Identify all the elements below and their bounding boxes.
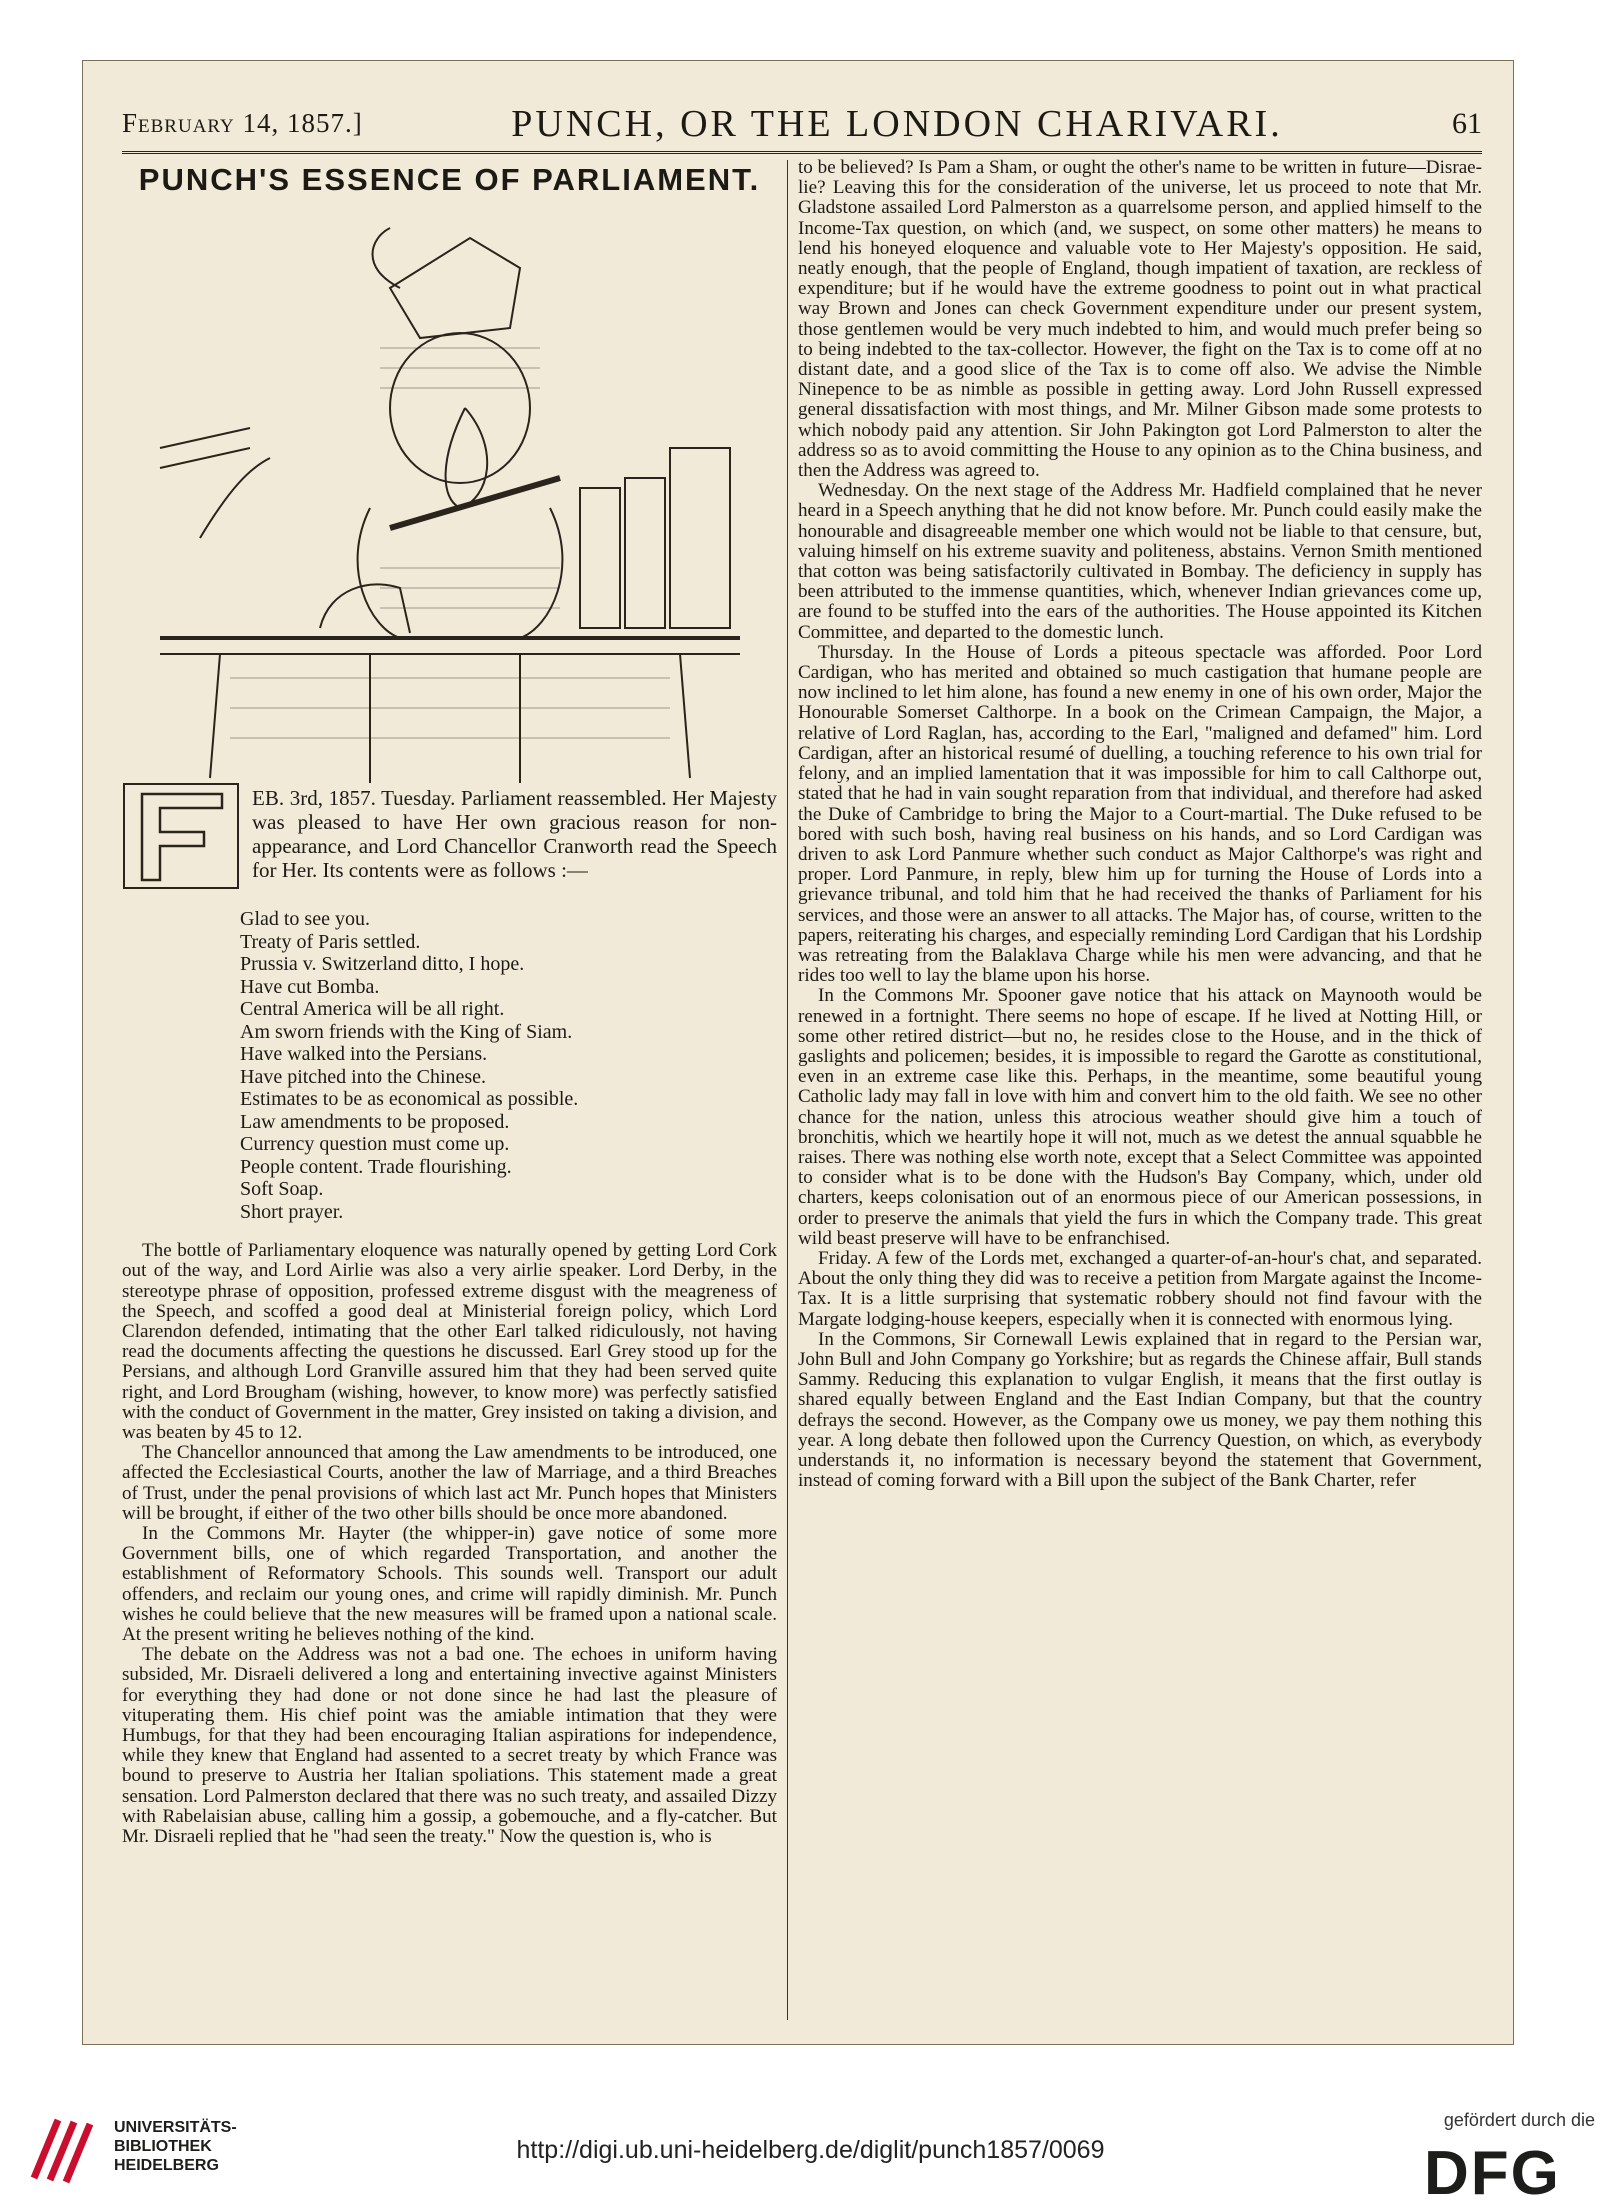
speech-line: People content. Trade flourishing.	[240, 1155, 512, 1178]
body-paragraph: The debate on the Address was not a bad one. The echoes in uniform having subsided, Mr. Disraeli delivered a long and entertaining invective against Ministers for everything they had done or not done since he had last the pleasure of vituperating them. His chief point was the amiable intimation that they were Humbugs, for that they had been encouraging Italian aspirations for independence, while they knew that England had assented to a secret treaty by which France was bound to preserve to Austria her Italian spoliations. This statement made a great sensation. Lord Palmerston declared that there was no such treaty, and assailed Dizzy with Rabelaisian abuse, calling him a gossip, a gobemouche, and a fly-catcher. But Mr. Disraeli replied that he "had seen the treaty." Now the question is, who is	[122, 1644, 777, 1848]
institution-name: UNIVERSITÄTS- BIBLIOTHEK HEIDELBERG	[114, 2119, 237, 2174]
speech-line: Currency question must come up.	[240, 1133, 510, 1156]
body-paragraph: Friday. A few of the Lords met, exchanged a quarter-of-an-hour's chat, and separated. About the only thing they did was to receive a petition from Margate against the Income-Tax. It is a little surprising that systematic robbery should not find favour with the Margate lodging-house keepers, especially when it is connected with enormous lying.	[798, 1247, 1482, 1330]
body-paragraph: In the Commons Mr. Hayter (the whipper-in) gave notice of some more Government bills, one of which regarded Transportation, and another the establishment of Reformatory Schools. This sounds well. Transport our adult offenders, and reclaim our young ones, and crime will rapidly diminish. Mr. Punch wishes he could believe that the new measures will be framed upon a national scale. At the present writing he believes nothing of the kind.	[122, 1523, 777, 1646]
publication-title: PUNCH, OR THE LONDON CHARIVARI.	[511, 102, 1283, 145]
punch-writing-illustration	[140, 208, 760, 798]
speech-line: Central America will be all right.	[240, 998, 505, 1021]
body-paragraph: The bottle of Parliamentary eloquence was naturally opened by getting Lord Cork out of the way, and Lord Airlie was also a very airlie speaker. Lord Derby, in the stereotype phrase of opposition, professed extreme disgust with the meagreness of the Speech, and scoffed a good deal at Ministerial foreign policy, which Lord Clarendon defended, intimating that the other Earl talked ridiculously, not having read the documents affecting the questions he discussed. Earl Grey stood up for the Persians, and although Lord Granville assured him that they had been served quite right, and Lord Brougham (wishing, however, to know more) was perfectly satisfied with the conduct of Government in the matter, Grey insisted on taking a division, and was beaten by 45 to 12.	[122, 1240, 777, 1444]
drop-cap-f-icon	[122, 782, 240, 890]
dfg-logo-icon	[1424, 2140, 1599, 2198]
queens-speech-list	[240, 908, 777, 1223]
opening-paragraph: EB. 3rd, 1857. Tuesday. Parliament reassembled. Her Majesty was pleased to have Her own gracious reason for non-appearance, and Lord Chancellor Cranworth read the Speech for Her. Its contents were as follows :—	[252, 786, 777, 883]
speech-line: Have walked into the Persians.	[240, 1043, 488, 1066]
speech-line: Law amendments to be proposed.	[240, 1110, 510, 1133]
column-divider	[787, 160, 788, 2020]
dfg-letters: DFG	[1424, 2140, 1561, 2198]
digitization-url-link[interactable]: http://digi.ub.uni-heidelberg.de/diglit/punch1857/0069	[516, 2136, 1105, 2164]
page-number: 61	[1452, 106, 1482, 140]
body-paragraph: The Chancellor announced that among the Law amendments to be introduced, one affected the Ecclesiastical Courts, another the law of Marriage, and a third Breaches of Trust, under the penal provisions of which last act Mr. Punch hopes that Ministers will be brought, if either of the two other bills should be once more abandoned.	[122, 1442, 777, 1524]
speech-line: Short prayer.	[240, 1200, 344, 1223]
speech-line: Have pitched into the Chinese.	[240, 1065, 487, 1088]
issue-date: February 14, 1857.]	[122, 108, 363, 138]
body-paragraph: In the Commons Mr. Spooner gave notice that his attack on Maynooth would be renewed in a fortnight. There seems no hope of escape. If he lived at Notting Hill, or some other retired district—but no, he resides close to the House, and in the thick of gaslights and policemen; besides, it is impossible to regard the Garotte as constitutional, even in an extreme case like this. Perhaps, in the meantime, some beautiful young Catholic lady may fall in love with him and convert him to the old faith. We see no other chance for the nation, unless this atrocious weather should give him a touch of bronchitis, which we heartily hope it will not, much as we detest the annual squabble he raises. There was nothing else worth note, except that a Select Committee was appointed to consider what is to be done with the Hudson's Bay Company, which, under old charters, keeps colonisation out of an enormous piece of our American possessions, in order to preserve the animals that yield the furs in which the Company trade. This great wild beast preserve will have to be enfranchised.	[798, 985, 1482, 1249]
body-paragraph: Thursday. In the House of Lords a piteous spectacle was afforded. Poor Lord Cardigan, who has merited and obtained so much castigation that humane people are now inclined to let him alone, has found a new enemy in one of his own order, Major the Honourable Somerset Calthorpe. In a book on the Crimean Campaign, the Major, a relative of Lord Raglan, has, according to the Earl, "maligned and defamed" him. Lord Cardigan, after an historical resumé of duelling, a touching reference to his own trial for felony, and an implied lamentation that it was impossible for him to call Calthorpe out, stated that he had in vain sought reparation from that individual, and therefore had asked the Duke of Cambridge to bring the Major to a Court-martial. The Duke refused to be bored with such bosh, having real business on his hands, and so Lord Cardigan was driven to ask Lord Panmure whether such conduct as Major Calthorpe's was right and proper. Lord Panmure, in reply, blew him up for turning the House of Lords into a grievance tribunal, and told him that he had received the thanks of Parliament for his services, and those were an answer to all attacks. The Major has, of course, written to the papers, reiterating his charges, and especially reminding Lord Cardigan that his Lordship was retreating from the Balaklava Charge while his men were advancing, and that he rides too well to lay the blame upon his horse.	[798, 641, 1482, 987]
running-head	[122, 96, 1482, 154]
speech-line: Soft Soap.	[240, 1178, 324, 1201]
speech-line: Glad to see you.	[240, 908, 370, 931]
right-column	[798, 158, 1482, 2028]
speech-line: Have cut Bomba.	[240, 975, 380, 998]
body-paragraph: to be believed? Is Pam a Sham, or ought the other's name to be written in future—Disrae-lie? Leaving this for the consideration of the universe, let us proceed to note that Mr. Gladstone assailed Lord Palmerston as a quarrelsome person, and applied himself to the Income-Tax question, on which (and, we suspect, on some other matters) he means to lend his honeyed eloquence and valuable vote to Her Majesty's opposition. He said, neatly enough, that the people of England, though impatient of taxation, are reckless of expenditure; but if he would have the extreme goodness to point out in what practical way Brown and Jones can check Government expenditure under our present system, those gentlemen would be very much indebted to him, and would much prefer being so to being indebted to the tax-collector. However, the fight on the Tax is to come off at no distant date, and a good slice of the Tax is to come off also. We advise the Nimble Ninepence to be as nimble as possible in getting away. Lord John Russell expressed general dissatisfaction with most things, and Mr. Milner Gibson made some protests to which nobody paid any attention. Sir John Pakington got Lord Palmerston to alter the address so as to avoid committing the House to any opinion as to the China business, and then the Address was agreed to.	[798, 158, 1482, 482]
digitization-footer	[0, 2100, 1621, 2207]
funded-by-label: gefördert durch die	[1443, 2110, 1595, 2130]
left-column	[122, 158, 777, 2028]
opening-block	[122, 782, 777, 890]
speech-line: Am sworn friends with the King of Siam.	[240, 1020, 573, 1043]
speech-line: Estimates to be as economical as possible.	[240, 1088, 579, 1111]
body-paragraph: Wednesday. On the next stage of the Address Mr. Hadfield complained that he never heard in a Speech anything that he did not know before. Mr. Punch could easily make the honourable and disagreeable member one which would not be liable to that censure, but, valuing himself on his extreme suavity and politeness, abstains. Vernon Smith mentioned that cotton was being satisfactorily cultivated in Bombay. The deficiency in supply has been attributed to the immense quantities, which, whenever Indian grievances come up, are found to be stuffed into the ears of the authorities. The House appointed its Kitchen Committee, and departed to the domestic lunch.	[798, 480, 1482, 643]
body-paragraph: In the Commons, Sir Cornewall Lewis explained that in regard to the Persian war, John Bull and John Company go Yorkshire; but as regards the Chinese affair, Bull stands Sammy. Reducing this explanation to vulgar English, it means that the first outlay is shared equally between England and the East Indian Company, but that the country defrays the second. However, as the Company owe us money, we pay them nothing this year. A long debate then followed upon the Currency Question, on which, as everybody understands it, no information is necessary beyond the statement that Government, instead of coming forward with a Bill upon the subject of the Bank Charter, refer	[798, 1328, 1482, 1492]
speech-line: Treaty of Paris settled.	[240, 930, 421, 953]
speech-line: Prussia v. Switzerland ditto, I hope.	[240, 953, 525, 976]
article-heading: PUNCH'S ESSENCE OF PARLIAMENT.	[138, 162, 761, 197]
